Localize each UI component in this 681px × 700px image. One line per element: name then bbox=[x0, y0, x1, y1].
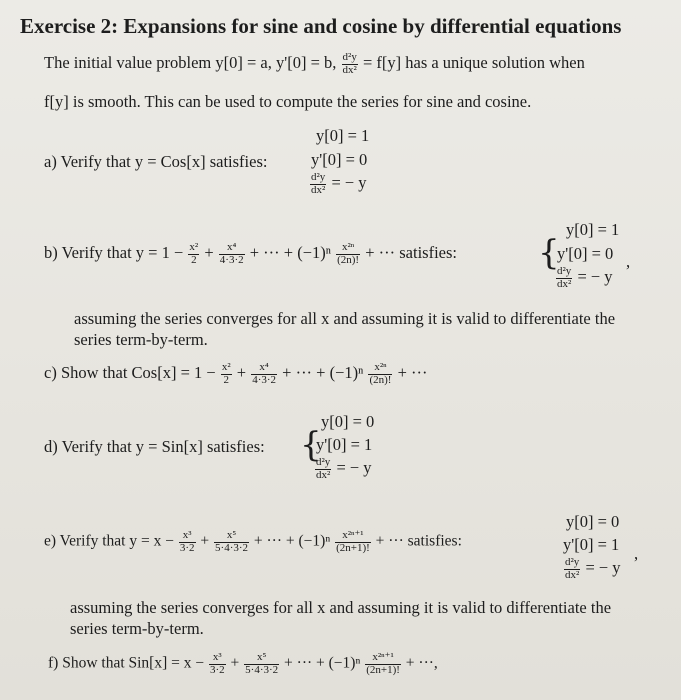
d-dd-den: dx² bbox=[316, 468, 331, 481]
c-term2-den: 4·3·2 bbox=[252, 373, 277, 386]
intro-dd-den: dx² bbox=[342, 63, 357, 76]
b-dd-num: d²y bbox=[557, 265, 572, 277]
intro-line-2: f[y] is smooth. This can be used to compute the series for sine and cosine. bbox=[44, 92, 532, 111]
a-lead: a) Verify that y = Cos[x] satisfies: bbox=[44, 152, 268, 171]
b-left-brace: { bbox=[538, 233, 560, 273]
d-rhs: = − y bbox=[336, 457, 372, 477]
f-plus: + bbox=[230, 654, 240, 672]
f-term1-num: x³ bbox=[209, 652, 226, 665]
e-note-line-2: series term-by-term. bbox=[70, 619, 204, 638]
b-term1-num: x² bbox=[189, 241, 199, 253]
b-tail: + ··· satisfies: bbox=[365, 242, 457, 262]
e-term2-num: x⁵ bbox=[214, 530, 249, 543]
c-term2-num: x⁴ bbox=[251, 362, 277, 375]
f-mid: + ··· + (−1)ⁿ bbox=[284, 654, 361, 672]
a-rhs: = − y bbox=[331, 172, 367, 192]
intro-fy: = f[y] has a unique solution when bbox=[362, 52, 585, 72]
d-condition-2: y'[0] = 1 bbox=[316, 435, 373, 454]
a-dd-den: dx² bbox=[311, 183, 326, 196]
d-lead: d) Verify that y = Sin[x] satisfies: bbox=[44, 437, 265, 456]
b-comma: , bbox=[626, 252, 631, 271]
b-condition-3 bbox=[555, 266, 613, 290]
e-tail: + ··· satisfies: bbox=[375, 532, 462, 550]
b-rhs: = − y bbox=[577, 266, 613, 286]
e-plus: + bbox=[200, 532, 210, 550]
e-series bbox=[44, 530, 462, 554]
e-condition-2: y'[0] = 1 bbox=[563, 535, 620, 554]
intro-ivp: y[0] = a, y'[0] = b, bbox=[215, 52, 337, 72]
c-term1-den: 2 bbox=[223, 373, 229, 386]
f-term2-den: 5·4·3·2 bbox=[245, 663, 279, 676]
c-series bbox=[44, 362, 428, 386]
b-series bbox=[44, 242, 457, 266]
a-dd-num: d²y bbox=[311, 171, 326, 183]
b-term3-den: (2n)! bbox=[337, 253, 360, 266]
f-term1-den: 3·2 bbox=[210, 663, 225, 676]
b-note-line-1: assuming the series converges for all x and assuming it is valid to differentiate the bbox=[74, 309, 616, 328]
b-condition-2: y'[0] = 0 bbox=[557, 244, 614, 263]
c-term1-num: x² bbox=[221, 361, 231, 373]
f-term2-num: x⁵ bbox=[244, 652, 279, 665]
b-note-line-2: series term-by-term. bbox=[74, 330, 208, 349]
c-mid: + ··· + (−1)ⁿ bbox=[282, 362, 364, 382]
c-term3-num: x²ⁿ bbox=[368, 362, 392, 375]
d-dd-num: d²y bbox=[316, 456, 331, 468]
c-lead: c) Show that Cos[x] = 1 − bbox=[44, 362, 216, 382]
e-term2-den: 5·4·3·2 bbox=[215, 541, 249, 554]
e-rhs: = − y bbox=[585, 557, 621, 577]
f-tail: + ···, bbox=[405, 654, 438, 672]
b-dd-den: dx² bbox=[557, 277, 572, 290]
intro-dd-num: d²y bbox=[342, 51, 357, 63]
intro-second-derivative bbox=[342, 52, 358, 76]
e-lead: e) Verify that y = x − bbox=[44, 532, 174, 550]
a-condition-2: y'[0] = 0 bbox=[311, 150, 368, 169]
f-term3-num: x²ⁿ⁺¹ bbox=[365, 652, 401, 665]
c-term3-den: (2n)! bbox=[369, 373, 392, 386]
e-dd-den: dx² bbox=[565, 568, 580, 581]
e-mid: + ··· + (−1)ⁿ bbox=[253, 532, 331, 550]
d-left-brace: { bbox=[300, 425, 322, 465]
e-condition-1: y[0] = 0 bbox=[566, 512, 620, 531]
intro-line-1 bbox=[44, 52, 585, 76]
d-condition-3 bbox=[314, 457, 372, 481]
e-term1-num: x³ bbox=[179, 530, 196, 543]
b-term1-den: 2 bbox=[191, 253, 197, 266]
exercise-title: Exercise 2: Expansions for sine and cosine by differential equations bbox=[20, 14, 622, 38]
b-condition-1: y[0] = 1 bbox=[566, 220, 620, 239]
e-note-line-1: assuming the series converges for all x and assuming it is valid to differentiate the bbox=[70, 598, 612, 617]
b-term2-num: x⁴ bbox=[219, 242, 245, 255]
b-plus: + bbox=[204, 242, 214, 262]
c-tail: + ··· bbox=[397, 362, 428, 382]
a-condition-3 bbox=[309, 172, 367, 196]
e-dd-num: d²y bbox=[565, 556, 580, 568]
b-term3-num: x²ⁿ bbox=[336, 242, 360, 255]
intro-lead: The initial value problem bbox=[44, 52, 216, 72]
b-lead: b) Verify that y = 1 − bbox=[44, 242, 184, 262]
e-term3-num: x²ⁿ⁺¹ bbox=[335, 530, 371, 543]
e-condition-3 bbox=[563, 557, 621, 581]
d-condition-1: y[0] = 0 bbox=[321, 412, 375, 431]
f-lead: f) Show that Sin[x] = x − bbox=[48, 654, 205, 672]
e-comma: , bbox=[634, 544, 639, 563]
e-term3-den: (2n+1)! bbox=[336, 541, 370, 554]
c-plus: + bbox=[236, 362, 247, 382]
e-term1-den: 3·2 bbox=[179, 541, 195, 554]
b-mid: + ··· + (−1)ⁿ bbox=[249, 242, 331, 262]
f-term3-den: (2n+1)! bbox=[366, 663, 400, 676]
b-term2-den: 4·3·2 bbox=[219, 253, 244, 266]
f-series bbox=[48, 652, 438, 676]
a-condition-1: y[0] = 1 bbox=[316, 126, 370, 145]
